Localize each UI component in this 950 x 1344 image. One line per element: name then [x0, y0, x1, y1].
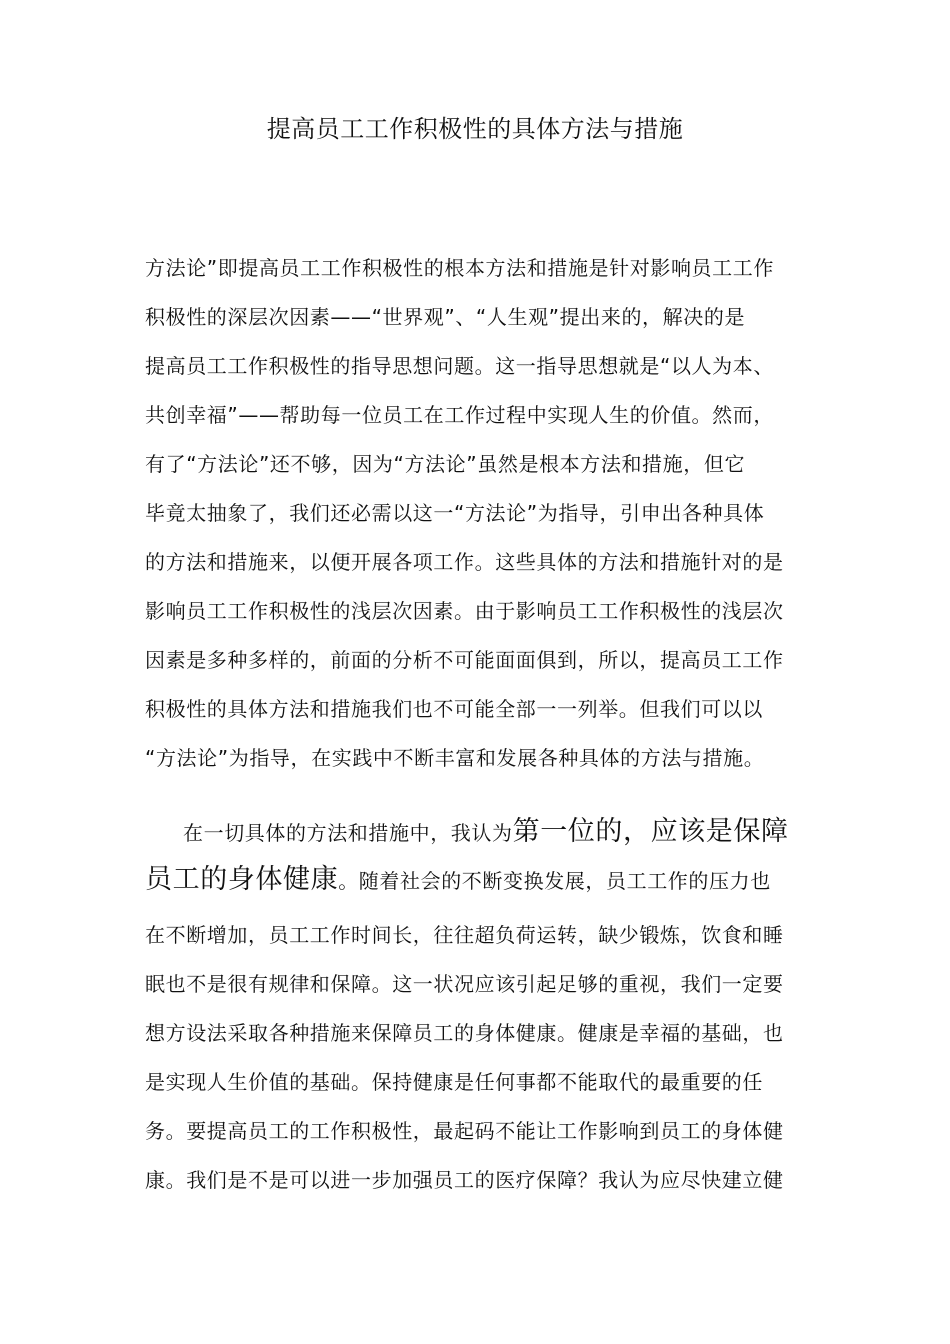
text-line: 影响员工工作积极性的浅层次因素。由于影响员工工作积极性的浅层次	[145, 599, 784, 623]
text-line: 的方法和措施来，以便开展各项工作。这些具体的方法和措施针对的是	[145, 550, 784, 574]
text-line: 积极性的具体方法和措施我们也不可能全部一一列举。但我们可以以	[145, 697, 763, 721]
text-line: 有了“方法论”还不够，因为“方法论”虽然是根本方法和措施，但它	[145, 452, 746, 476]
page-title: 提高员工工作积极性的具体方法与措施	[266, 115, 684, 143]
text-line: 积极性的深层次因素——“世界观”、“人生观”提出来的，解决的是	[145, 305, 746, 329]
text-run: 。随着社会的不断变换发展，员工工作的压力也	[338, 869, 771, 893]
text-line: “方法论”为指导，在实践中不断丰富和发展各种具体的方法与措施。	[145, 746, 765, 770]
text-line: 因素是多种多样的，前面的分析不可能面面俱到，所以，提高员工工作	[145, 648, 784, 672]
text-line	[183, 812, 789, 853]
text-run: 在一切具体的方法和措施中，我认为	[183, 821, 513, 845]
emphasized-text: 员工的身体健康	[145, 864, 339, 895]
text-line: 毕竟太抽象了，我们还必需以这一“方法论”为指导，引申出各种具体	[145, 501, 765, 525]
text-line	[145, 860, 771, 901]
text-line: 是实现人生价值的基础。保持健康是任何事都不能取代的最重要的任	[145, 1070, 763, 1094]
text-line: 康。我们是不是可以进一步加强员工的医疗保障？我认为应尽快建立健	[145, 1168, 784, 1192]
emphasized-text: 第一位的，应该是保障	[512, 816, 789, 847]
text-line: 提高员工工作积极性的指导思想问题。这一指导思想就是“以人为本、	[145, 354, 774, 378]
text-line: 务。要提高员工的工作积极性，最起码不能让工作影响到员工的身体健	[145, 1119, 784, 1143]
text-line: 眠也不是很有规律和保障。这一状况应该引起足够的重视，我们一定要	[145, 972, 784, 996]
text-line: 在不断增加，员工工作时间长，往往超负荷运转，缺少锻炼，饮食和睡	[145, 923, 784, 947]
text-line: 共创幸福”——帮助每一位员工在工作过程中实现人生的价值。然而，	[145, 403, 774, 427]
text-line: 想方设法采取各种措施来保障员工的身体健康。健康是幸福的基础，也	[145, 1021, 784, 1045]
text-line: 方法论”即提高员工工作积极性的根本方法和措施是针对影响员工工作	[145, 256, 774, 280]
